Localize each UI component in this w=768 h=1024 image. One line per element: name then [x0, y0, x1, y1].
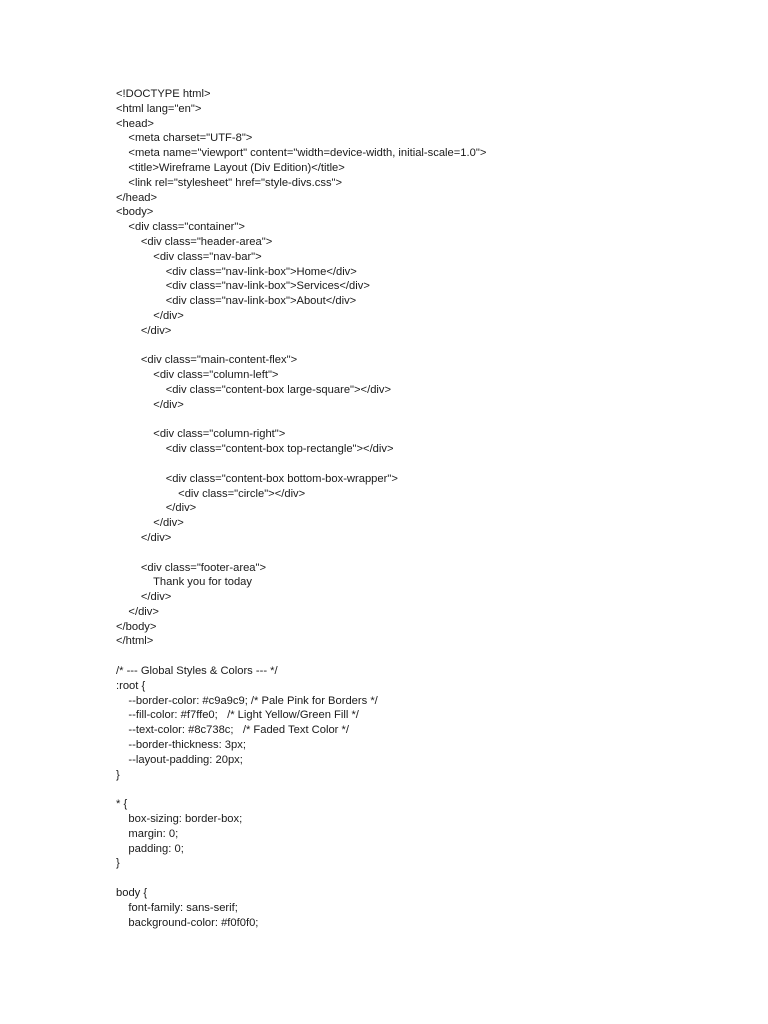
code-line: <div class="footer-area">: [116, 561, 267, 574]
code-line: <div class="header-area">: [116, 235, 273, 248]
code-line: <title>Wireframe Layout (Div Edition)</title>: [116, 161, 345, 174]
code-line: [116, 413, 736, 428]
code-listing: [116, 87, 736, 930]
code-line: box-sizing: border-box;: [116, 813, 243, 826]
code-line: <div class="nav-bar">: [116, 250, 262, 263]
code-line: <div class="nav-link-box">Services</div>: [116, 280, 370, 293]
code-line: --border-color: #c9a9c9; /* Pale Pink for Borders */: [116, 694, 378, 707]
code-line: [116, 871, 736, 886]
code-line: <div class="content-box bottom-box-wrapper">: [116, 472, 398, 485]
code-line: font-family: sans-serif;: [116, 901, 238, 914]
code-line: [116, 782, 736, 797]
code-line: </div>: [116, 398, 184, 411]
code-line: Thank you for today: [116, 576, 252, 589]
code-line: </div>: [116, 605, 159, 618]
code-line: <div class="column-left">: [116, 369, 279, 382]
code-line: </div>: [116, 309, 184, 322]
code-line: <div class="nav-link-box">About</div>: [116, 295, 357, 308]
code-line: }: [116, 768, 120, 781]
code-line: [116, 546, 736, 561]
code-line: padding: 0;: [116, 842, 184, 855]
code-line: <div class="column-right">: [116, 428, 286, 441]
code-line: <html lang="en">: [116, 102, 202, 115]
code-line: </div>: [116, 502, 197, 515]
code-line: <body>: [116, 206, 154, 219]
code-line: }: [116, 857, 120, 870]
code-line: <meta charset="UTF-8">: [116, 132, 253, 145]
code-line: :root {: [116, 679, 146, 692]
code-line: [116, 649, 736, 664]
code-line: </div>: [116, 324, 172, 337]
code-line: <div class="circle"></div>: [116, 487, 306, 500]
code-line: background-color: #f0f0f0;: [116, 916, 259, 929]
code-line: <meta name="viewport" content="width=device-width, initial-scale=1.0">: [116, 147, 487, 160]
code-line: </div>: [116, 591, 172, 604]
code-line: * {: [116, 798, 128, 811]
code-line: --fill-color: #f7ffe0; /* Light Yellow/Green Fill */: [116, 709, 359, 722]
code-line: <div class="content-box top-rectangle"></div>: [116, 443, 394, 456]
code-line: <div class="container">: [116, 221, 245, 234]
code-line: <div class="main-content-flex">: [116, 354, 298, 367]
code-line: --border-thickness: 3px;: [116, 739, 246, 752]
code-line: <div class="content-box large-square"></div>: [116, 383, 392, 396]
code-line: margin: 0;: [116, 827, 179, 840]
code-line: </div>: [116, 517, 184, 530]
code-line: <head>: [116, 117, 154, 130]
code-line: [116, 339, 736, 354]
code-line: <div class="nav-link-box">Home</div>: [116, 265, 357, 278]
code-line: --layout-padding: 20px;: [116, 753, 243, 766]
code-line: </body>: [116, 620, 157, 633]
code-line: body {: [116, 887, 148, 900]
code-line: <link rel="stylesheet" href="style-divs.css">: [116, 176, 343, 189]
code-line: [116, 457, 736, 472]
code-line: --text-color: #8c738c; /* Faded Text Color */: [116, 724, 349, 737]
code-line: </div>: [116, 531, 172, 544]
code-line: </head>: [116, 191, 158, 204]
code-line: </html>: [116, 635, 154, 648]
code-line: /* --- Global Styles & Colors --- */: [116, 665, 278, 678]
code-line: <!DOCTYPE html>: [116, 88, 211, 100]
